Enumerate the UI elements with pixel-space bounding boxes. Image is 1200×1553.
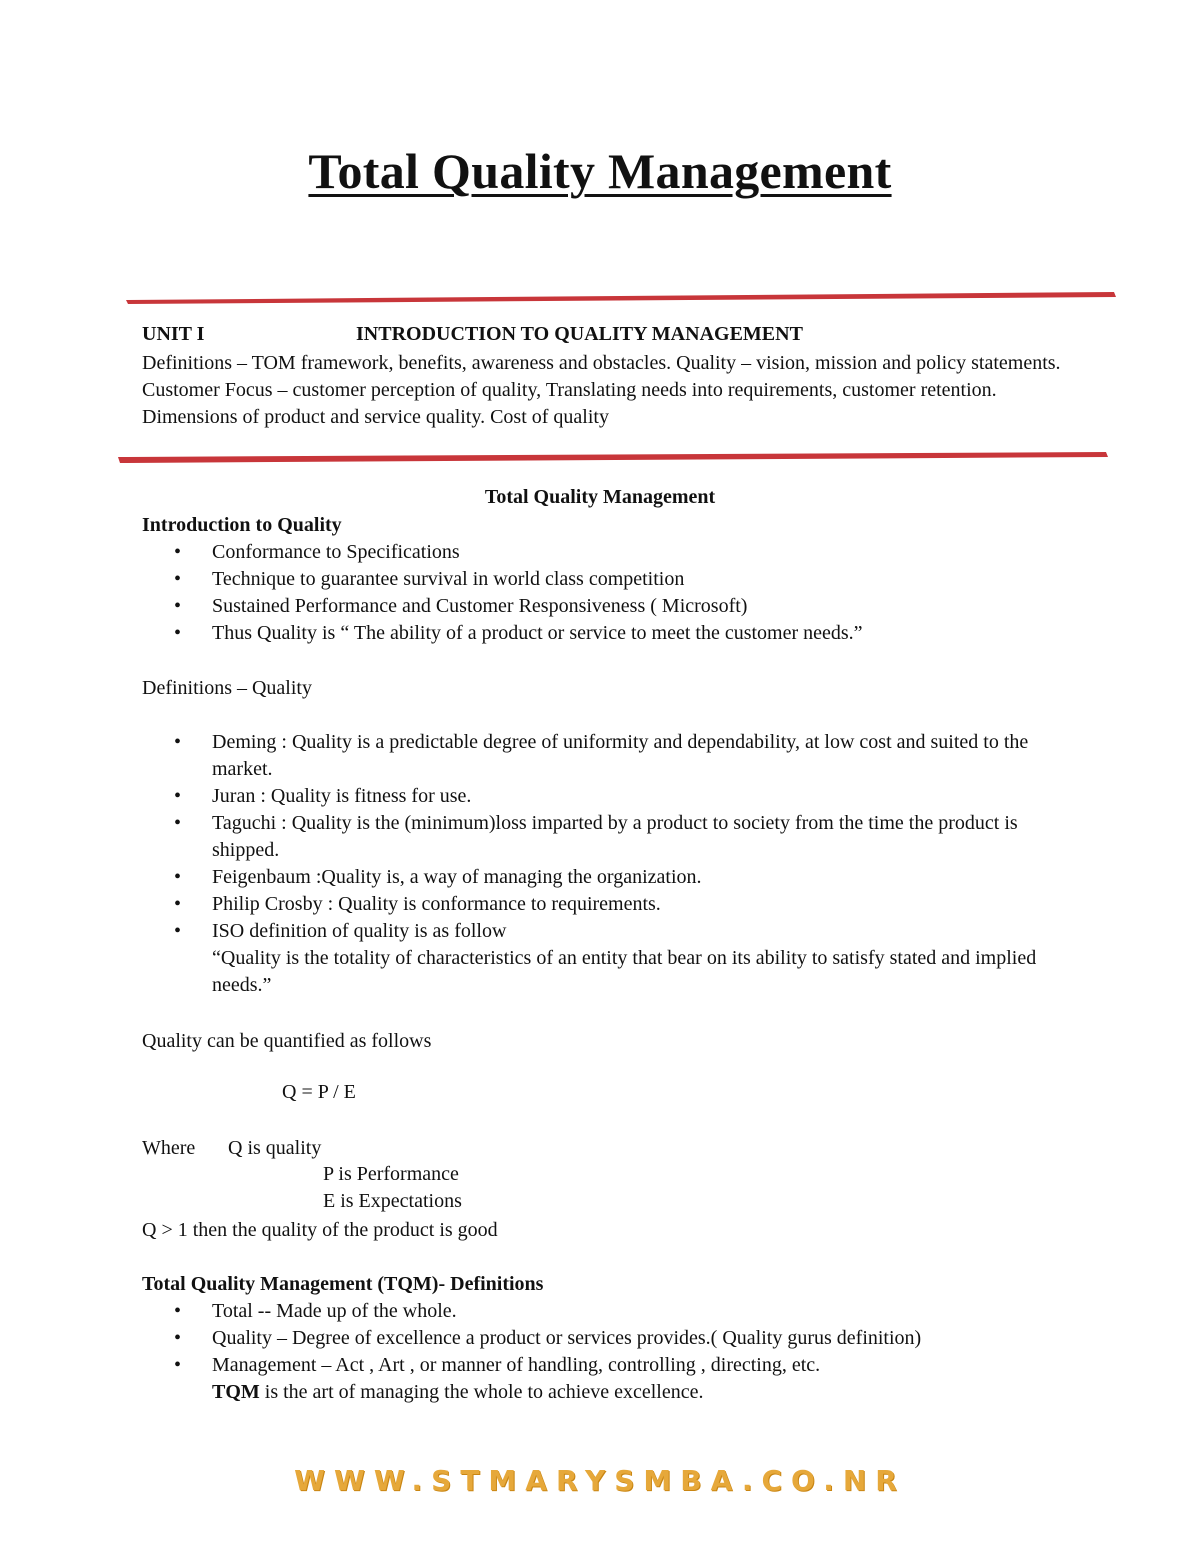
unit-number: UNIT I — [142, 323, 205, 345]
list-item: • Sustained Performance and Customer Responsiveness ( Microsoft) — [142, 593, 1082, 620]
tqm-heading: Total Quality Management (TQM)- Definitions — [142, 1273, 544, 1295]
quantify-conclusion: Q > 1 then the quality of the product is good — [142, 1219, 498, 1241]
list-item: • Conformance to Specifications — [142, 539, 1082, 566]
list-item: • Thus Quality is “ The ability of a product or service to meet the customer needs.” — [142, 620, 1082, 647]
list-item: • Taguchi : Quality is the (minimum)loss imparted by a product to society from the time the product is shipped. — [142, 810, 1072, 864]
definitions-heading: Definitions – Quality — [142, 677, 312, 699]
definitions-list — [142, 729, 1072, 999]
list-item: • Philip Crosby : Quality is conformance to requirements. — [142, 891, 1072, 918]
footer-website: WWW.STMARYSMBA.CO.NR — [294, 1464, 906, 1497]
unit-topic: INTRODUCTION TO QUALITY MANAGEMENT — [356, 323, 803, 345]
where-line — [142, 1137, 322, 1160]
list-item: • Juran : Quality is fitness for use. — [142, 783, 1072, 810]
q-description: Q is quality — [228, 1137, 322, 1159]
management-definition: Management – Act , Art , or manner of handling, controlling , directing, etc. — [212, 1354, 821, 1376]
list-item: • Quality – Degree of excellence a product or services provides.( Quality gurus definition) — [142, 1325, 1092, 1352]
iso-quote: “Quality is the totality of characteristics of an entity that bear on its ability to satisfy stated and implied needs.” — [212, 947, 1037, 996]
unit-heading — [142, 323, 1102, 349]
list-item: • Deming : Quality is a predictable degree of uniformity and dependability, at low cost and suited to the market. — [142, 729, 1072, 783]
list-item: • Feigenbaum :Quality is, a way of managing the organization. — [142, 864, 1072, 891]
definitions-section — [142, 729, 1072, 999]
intro-heading: Introduction to Quality — [142, 514, 342, 536]
intro-list — [142, 539, 1082, 647]
iso-definition-label: ISO definition of quality is as follow — [212, 920, 507, 942]
tqm-summary — [212, 1379, 1092, 1406]
quantify-intro: Quality can be quantified as follows — [142, 1030, 432, 1052]
section-title: Total Quality Management — [484, 486, 716, 508]
intro-section — [142, 512, 1082, 647]
bottom-divider — [112, 449, 1112, 465]
tqm-list — [142, 1298, 1092, 1406]
p-description: P is Performance — [323, 1163, 459, 1185]
list-item: • Total -- Made up of the whole. — [142, 1298, 1092, 1325]
top-divider — [120, 290, 1120, 306]
where-label: Where — [142, 1137, 196, 1159]
tqm-summary-term: TQM — [212, 1381, 260, 1403]
list-item-iso — [142, 918, 1072, 999]
quality-formula: Q = P / E — [282, 1081, 356, 1103]
unit-syllabus: Definitions – TOM framework, benefits, awareness and obstacles. Quality – vision, mission and policy statements. Customer Focus – customer perception of quality, Translating needs into requirements, customer retention. Dimensions of product and service quality. Cost of quality — [142, 352, 1061, 428]
tqm-section — [142, 1271, 1092, 1406]
tqm-summary-text: is the art of managing the whole to achieve excellence. — [259, 1381, 704, 1403]
list-item-management — [142, 1352, 1092, 1406]
e-description: E is Expectations — [323, 1190, 462, 1212]
list-item: • Technique to guarantee survival in world class competition — [142, 566, 1082, 593]
document-title: Total Quality Management — [308, 143, 892, 199]
